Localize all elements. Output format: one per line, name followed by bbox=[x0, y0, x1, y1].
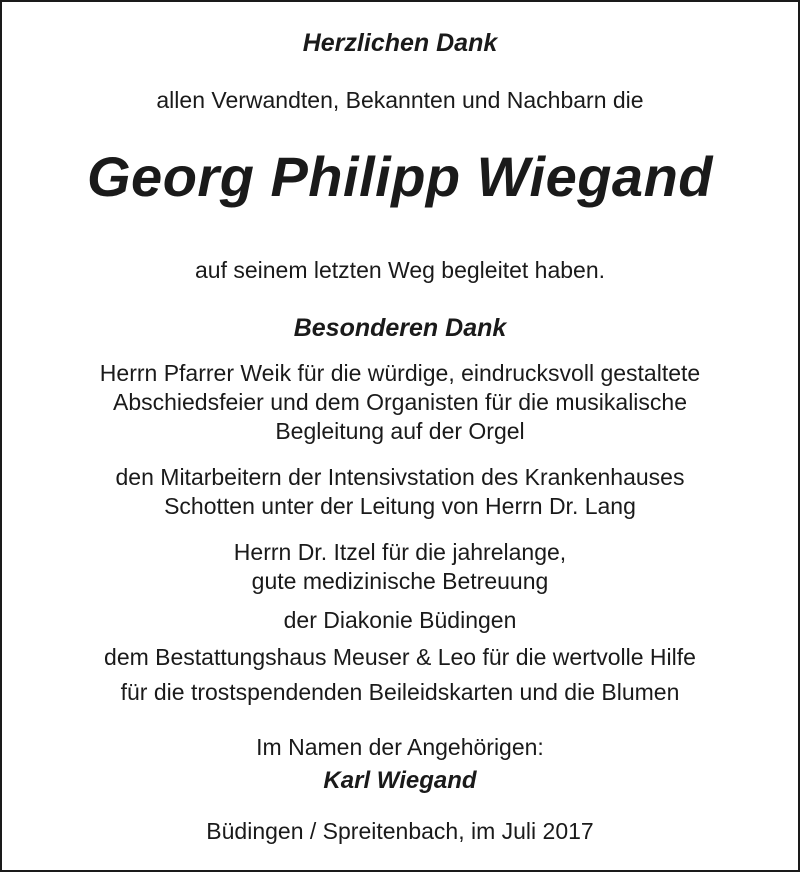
thanks-line: Schotten unter der Leitung von Herrn Dr. Lang bbox=[164, 493, 636, 519]
notice-heading: Herzlichen Dank bbox=[302, 29, 498, 57]
thanks-line: gute medizinische Betreuung bbox=[251, 568, 549, 594]
thanks-funeral-home bbox=[2, 646, 798, 675]
signatory-name: Karl Wiegand bbox=[323, 767, 477, 794]
thanks-line: der Diakonie Büdingen bbox=[283, 607, 517, 633]
thanks-line: den Mitarbeitern der Intensivstation des Krankenhauses bbox=[115, 464, 685, 490]
thanks-pastor-organist bbox=[2, 362, 798, 449]
thanks-line: Abschiedsfeier und dem Organisten für die musikalische bbox=[112, 389, 687, 415]
thanks-line: Begleitung auf der Orgel bbox=[275, 418, 525, 444]
thanks-line: Herrn Dr. Itzel für die jahrelange, bbox=[233, 539, 567, 565]
deceased-name: Georg Philipp Wiegand bbox=[86, 145, 713, 208]
place-and-date: Büdingen / Spreitenbach, im Juli 2017 bbox=[206, 818, 594, 844]
thanks-condolence-cards bbox=[2, 681, 798, 710]
thanks-intensive-care bbox=[2, 466, 798, 524]
after-name-text: auf seinem letzten Weg begleitet haben. bbox=[194, 257, 605, 283]
thanks-doctor bbox=[2, 541, 798, 599]
thanks-diakonie bbox=[2, 609, 798, 638]
intro-text: allen Verwandten, Bekannten und Nachbarn die bbox=[156, 87, 644, 113]
thanks-line: für die trostspendenden Beileidskarten und die Blumen bbox=[120, 679, 680, 705]
on-behalf-text: Im Namen der Angehörigen: bbox=[256, 734, 544, 760]
thanks-line: Herrn Pfarrer Weik für die würdige, eindrucksvoll gestaltete bbox=[99, 360, 701, 386]
thanks-line: dem Bestattungshaus Meuser & Leo für die wertvolle Hilfe bbox=[104, 644, 696, 670]
special-thanks-heading: Besonderen Dank bbox=[293, 314, 507, 342]
